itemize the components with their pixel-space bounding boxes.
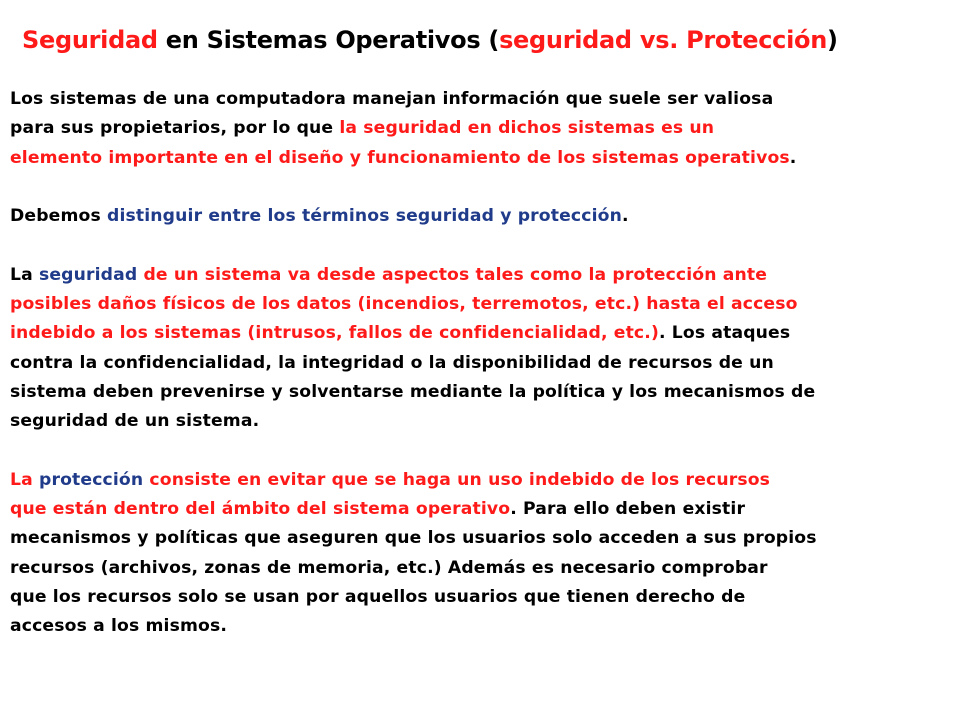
intro-line-2 [10, 114, 950, 143]
intro-line-3 [10, 144, 950, 173]
title-subtitle: seguridad vs. Protección [499, 26, 827, 54]
seguridad-line-4: contra la confidencialidad, la integridad o la disponibilidad de recursos de un [10, 352, 774, 373]
paragraph-distinguish [10, 202, 950, 231]
slide-body [10, 85, 950, 642]
seguridad-term: seguridad [38, 264, 138, 285]
proteccion-line-6: accesos a los mismos. [10, 616, 228, 637]
seguridad-line-3 [10, 319, 950, 348]
seguridad-line-2: posibles daños físicos de los datos (incendios, terremotos, etc.) hasta el acceso [10, 294, 798, 315]
proteccion-la: La [10, 469, 39, 490]
proteccion-line-2-highlight: que están dentro del ámbito del sistema operativo [10, 499, 511, 520]
seguridad-la: La [10, 264, 39, 285]
title-word-seguridad: Seguridad [22, 26, 158, 54]
seguridad-line-6: seguridad de un sistema. [10, 411, 260, 432]
proteccion-line-2-rest: . Para ello deben existir [510, 499, 746, 520]
intro-line-2-highlight: la seguridad en dichos sistemas es un [339, 118, 715, 139]
seguridad-line-1-rest: de un sistema va desde aspectos tales como la protección ante [137, 264, 768, 285]
proteccion-term: protección [38, 469, 144, 490]
proteccion-line-3: mecanismos y políticas que aseguren que los usuarios solo acceden a sus propios [10, 528, 817, 549]
proteccion-line-1-rest: consiste en evitar que se haga un uso indebido de los recursos [143, 469, 771, 490]
proteccion-line-4: recursos (archivos, zonas de memoria, etc.) Además es necesario comprobar [10, 557, 768, 578]
seguridad-line-5: sistema deben prevenirse y solventarse mediante la política y los mecanismos de [10, 381, 816, 402]
proteccion-line-2 [10, 495, 950, 524]
intro-line-3-period: . [789, 147, 797, 168]
paragraph-gap [10, 231, 950, 260]
intro-line-2-start: para sus propietarios, por lo que [10, 118, 340, 139]
seguridad-line-1 [10, 261, 950, 290]
title-middle: en Sistemas Operativos ( [157, 26, 500, 54]
title-close-paren: ) [826, 26, 838, 54]
paragraph-gap [10, 437, 950, 466]
paragraph-gap [10, 173, 950, 202]
distinguish-highlight: distinguir entre los términos seguridad y protección [107, 206, 622, 227]
intro-line-3-highlight: elemento importante en el diseño y funcionamiento de los sistemas operativos [10, 147, 790, 168]
seguridad-line-3-highlight: indebido a los sistemas (intrusos, fallos de confidencialidad, etc.) [10, 323, 659, 344]
paragraph-intro [10, 85, 950, 173]
seguridad-line-3-rest: . Los ataques [658, 323, 791, 344]
intro-line-1: Los sistemas de una computadora manejan información que suele ser valiosa [10, 89, 774, 109]
distinguish-start: Debemos [10, 206, 108, 227]
paragraph-proteccion [10, 466, 950, 642]
proteccion-line-5: que los recursos solo se usan por aquellos usuarios que tienen derecho de [10, 587, 746, 608]
paragraph-seguridad [10, 261, 950, 437]
proteccion-line-1 [10, 466, 950, 495]
distinguish-line [10, 202, 950, 231]
slide-title [22, 20, 942, 60]
distinguish-period: . [621, 206, 629, 227]
